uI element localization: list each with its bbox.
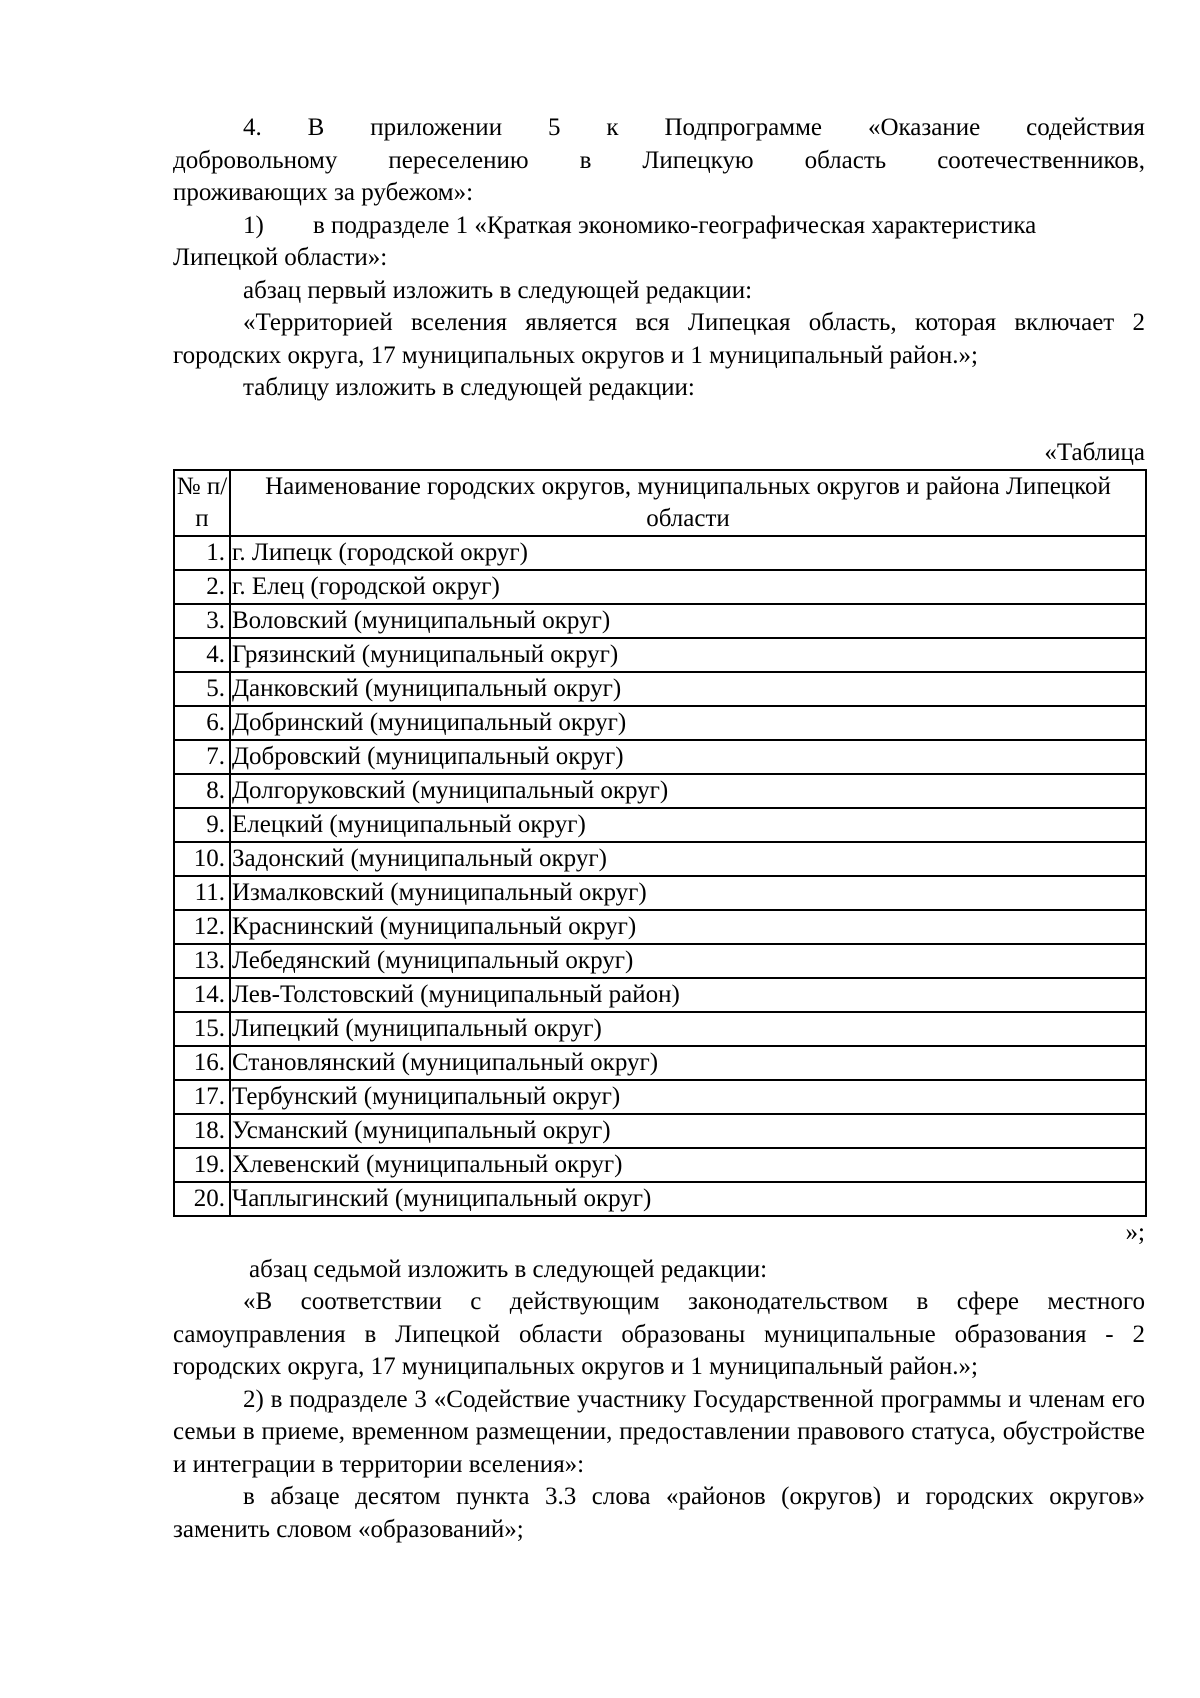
item-4-heading-line3: проживающих за рубежом»: <box>173 179 474 206</box>
heading-word: «Оказание <box>867 114 981 141</box>
row-number: 15. <box>174 1012 230 1046</box>
table-close-quote: »; <box>1125 1219 1145 1246</box>
header-number: № п/п <box>174 470 230 536</box>
subitem-1-number: 1) <box>243 211 264 239</box>
table-row <box>174 740 1146 774</box>
municipalities-table <box>173 469 1147 1217</box>
row-name: г. Липецк (городской округ) <box>230 536 1146 570</box>
row-number: 8. <box>174 774 230 808</box>
row-number: 19. <box>174 1148 230 1182</box>
row-name: Тербунский (муниципальный округ) <box>230 1080 1146 1114</box>
heading-word: В <box>307 114 325 141</box>
row-name: Хлевенский (муниципальный округ) <box>230 1148 1146 1182</box>
row-name: Лебедянский (муниципальный округ) <box>230 944 1146 978</box>
row-number: 14. <box>174 978 230 1012</box>
paragraph-seventh-instruction: абзац седьмой изложить в следующей редакции: <box>249 1255 768 1283</box>
table-row <box>174 876 1146 910</box>
table-body <box>174 536 1146 1216</box>
row-number: 20. <box>174 1182 230 1216</box>
item-4-heading-line2: добровольному переселению в Липецкую область соотечественников, <box>173 146 1145 174</box>
subitem-1-text-start: в подразделе 1 «Краткая экономико-географическая характеристика <box>313 211 1037 239</box>
row-number: 10. <box>174 842 230 876</box>
document-page <box>173 112 1145 1546</box>
subitem-1-text-end: Липецкой области»: <box>173 244 388 271</box>
row-name: Воловский (муниципальный округ) <box>230 604 1146 638</box>
row-name: Чаплыгинский (муниципальный округ) <box>230 1182 1146 1216</box>
table-row <box>174 842 1146 876</box>
table-row <box>174 774 1146 808</box>
row-name: Елецкий (муниципальный округ) <box>230 808 1146 842</box>
heading-word: к <box>606 114 619 141</box>
heading-word: 4. <box>243 114 262 141</box>
table-row <box>174 672 1146 706</box>
row-number: 11. <box>174 876 230 910</box>
heading-word: содействия <box>1026 114 1145 141</box>
table-row <box>174 978 1146 1012</box>
heading-word: Подпрограмме <box>664 114 823 141</box>
row-name: Становлянский (муниципальный округ) <box>230 1046 1146 1080</box>
row-number: 5. <box>174 672 230 706</box>
row-name: Лев-Толстовский (муниципальный район) <box>230 978 1146 1012</box>
paragraph-table-instruction: таблицу изложить в следующей редакции: <box>243 374 695 401</box>
row-number: 2. <box>174 570 230 604</box>
table-row <box>174 1080 1146 1114</box>
table-row <box>174 910 1146 944</box>
row-name: г. Елец (городской округ) <box>230 570 1146 604</box>
table-row <box>174 638 1146 672</box>
row-name: Данковский (муниципальный округ) <box>230 672 1146 706</box>
item-4-heading-line1 <box>173 112 1145 145</box>
table-row <box>174 536 1146 570</box>
row-number: 18. <box>174 1114 230 1148</box>
row-name: Добринский (муниципальный округ) <box>230 706 1146 740</box>
row-name: Усманский (муниципальный округ) <box>230 1114 1146 1148</box>
row-number: 7. <box>174 740 230 774</box>
row-name: Липецкий (муниципальный округ) <box>230 1012 1146 1046</box>
table-row <box>174 1012 1146 1046</box>
heading-word: приложении <box>370 114 503 141</box>
table-row <box>174 706 1146 740</box>
table-row <box>174 1046 1146 1080</box>
row-number: 17. <box>174 1080 230 1114</box>
row-name: Долгоруковский (муниципальный округ) <box>230 774 1146 808</box>
table-header-row <box>174 470 1146 536</box>
table-row <box>174 808 1146 842</box>
row-name: Добровский (муниципальный округ) <box>230 740 1146 774</box>
row-number: 1. <box>174 536 230 570</box>
paragraph-tenth: в абзаце десятом пункта 3.3 слова «районов (округов) и городских округов» заменить словом «образований»; <box>173 1483 1145 1543</box>
subitem-2: 2) в подразделе 3 «Содействие участнику Государственной программы и членам его семьи в приеме, временном размещении, предоставлении правового статуса, обустройстве и интеграции в территории вселения»: <box>173 1385 1145 1478</box>
table-row <box>174 944 1146 978</box>
row-number: 13. <box>174 944 230 978</box>
row-name: Задонский (муниципальный округ) <box>230 842 1146 876</box>
row-number: 9. <box>174 808 230 842</box>
heading-word: 5 <box>548 114 561 141</box>
paragraph-accordance: «В соответствии с действующим законодательством в сфере местного самоуправления в Липецкой области образованы муниципальные образования - 2 городских округа, 17 муниципальных округов и 1 муниципальный район.»; <box>173 1288 1145 1380</box>
row-number: 4. <box>174 638 230 672</box>
paragraph-first-instruction: абзац первый изложить в следующей редакции: <box>243 276 753 304</box>
row-name: Краснинский (муниципальный округ) <box>230 910 1146 944</box>
header-name: Наименование городских округов, муниципальных округов и района Липецкой области <box>230 470 1146 536</box>
table-caption: «Таблица <box>1044 438 1145 466</box>
subitem-1 <box>173 210 1145 243</box>
table-row <box>174 570 1146 604</box>
table-row <box>174 1182 1146 1216</box>
row-name: Грязинский (муниципальный округ) <box>230 638 1146 672</box>
row-number: 6. <box>174 706 230 740</box>
table-row <box>174 1114 1146 1148</box>
row-name: Измалковский (муниципальный округ) <box>230 876 1146 910</box>
table-row <box>174 1148 1146 1182</box>
row-number: 16. <box>174 1046 230 1080</box>
row-number: 12. <box>174 910 230 944</box>
row-number: 3. <box>174 604 230 638</box>
paragraph-territory: «Территорией вселения является вся Липецкая область, которая включает 2 городских округа, 17 муниципальных округов и 1 муниципальный район.»; <box>173 309 1145 369</box>
table-row <box>174 604 1146 638</box>
